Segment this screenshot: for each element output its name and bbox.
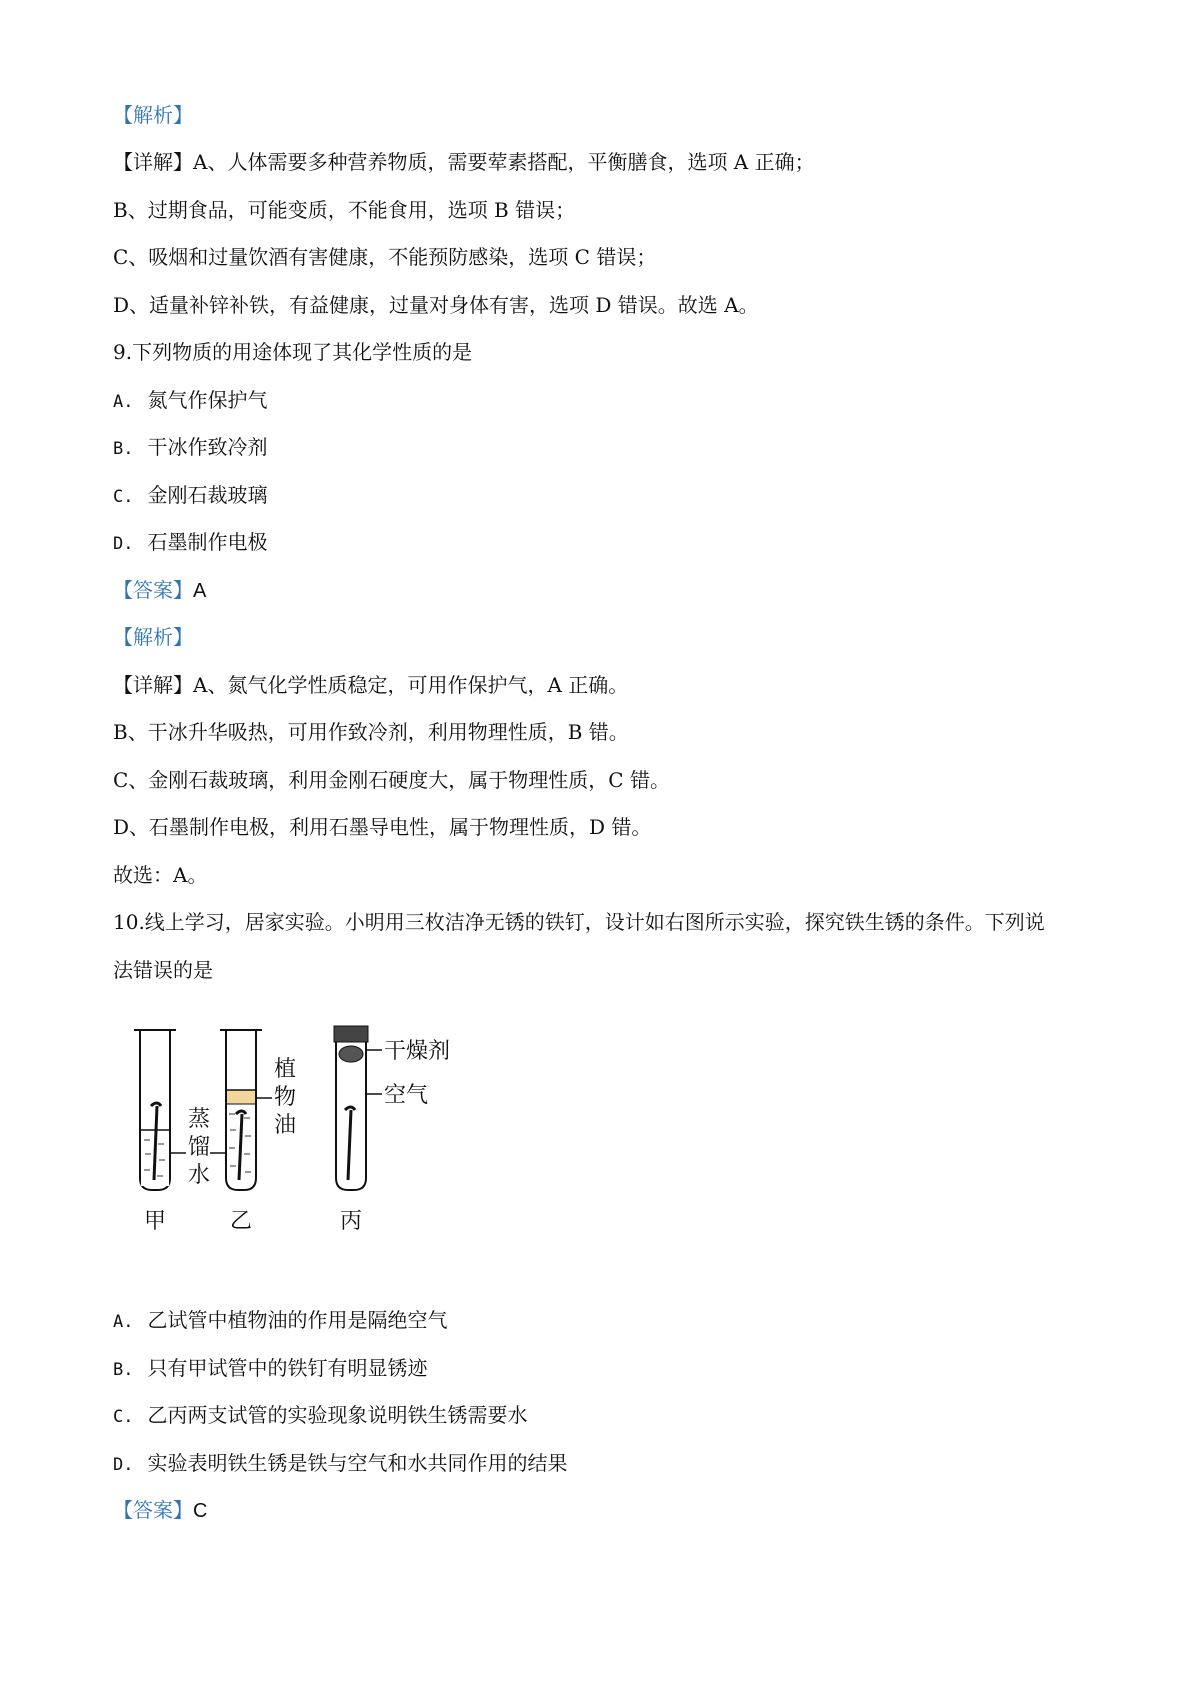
oil-label-1: 植	[274, 1057, 297, 1082]
q10-option-a	[113, 1306, 447, 1336]
option-letter: C.	[113, 487, 134, 507]
detail-line: C、吸烟和过量饮酒有害健康，不能预防感染，选项 C 错误；	[113, 245, 657, 269]
q9-option-a	[113, 386, 267, 416]
question-10-cont: 法错误的是	[113, 958, 213, 982]
air-label: 空气	[384, 1083, 429, 1108]
q9-option-b	[113, 433, 267, 463]
tube-label-jia: 甲	[144, 1209, 167, 1234]
answer-label: 【答案】	[113, 1498, 193, 1522]
option-text: 金刚石裁玻璃	[147, 483, 268, 507]
option-text: 石墨制作电极	[147, 530, 268, 554]
oil-label-2: 物	[274, 1085, 297, 1110]
option-text: 乙试管中植物油的作用是隔绝空气	[147, 1308, 448, 1332]
oil-label-3: 油	[274, 1113, 297, 1138]
q10-option-c	[113, 1401, 527, 1431]
question-10: 10.线上学习，居家实验。小明用三枚洁净无锈的铁钉，设计如右图所示实验，探究铁生锈的条件。下列说	[113, 910, 1045, 934]
q9-option-c	[113, 481, 267, 511]
water-label-2: 馏	[188, 1135, 211, 1160]
q9-option-d	[113, 528, 267, 558]
option-text: 只有甲试管中的铁钉有明显锈迹	[147, 1356, 428, 1380]
water-label-1: 蒸	[188, 1107, 211, 1132]
detail-line: D、石墨制作电极，利用石墨导电性，属于物理性质，D 错。	[113, 815, 652, 839]
option-text: 氮气作保护气	[147, 388, 268, 412]
q10-option-b	[113, 1354, 427, 1384]
detail-line: 【详解】A、氮气化学性质稳定，可用作保护气，A 正确。	[113, 673, 629, 697]
analysis-heading: 【解析】	[113, 103, 193, 127]
tube-jia	[134, 1030, 176, 1190]
test-tube-figure	[130, 1018, 510, 1238]
analysis-heading: 【解析】	[113, 625, 193, 649]
tube-yi	[220, 1030, 262, 1190]
tube-label-bing: 丙	[340, 1209, 363, 1234]
q10-answer	[113, 1496, 207, 1525]
option-letter: C.	[113, 1407, 134, 1427]
option-text: 干冰作致冷剂	[147, 435, 268, 459]
detail-line: 故选：A。	[113, 863, 208, 887]
answer-value: C	[193, 1500, 208, 1522]
option-letter: B.	[113, 1360, 134, 1380]
detail-line: 【详解】A、人体需要多种营养物质，需要荤素搭配，平衡膳食，选项 A 正确；	[113, 150, 815, 174]
detail-line: C、金刚石裁玻璃，利用金刚石硬度大，属于物理性质，C 错。	[113, 768, 670, 792]
option-letter: A.	[113, 392, 134, 412]
option-text: 乙丙两支试管的实验现象说明铁生锈需要水	[147, 1403, 528, 1427]
desiccant-label: 干燥剂	[384, 1039, 451, 1064]
q10-option-d	[113, 1449, 567, 1479]
answer-label: 【答案】	[113, 578, 193, 602]
q9-answer	[113, 576, 206, 605]
detail-line: D、适量补锌补铁，有益健康，过量对身体有害，选项 D 错误。故选 A。	[113, 293, 759, 317]
detail-line: B、过期食品，可能变质，不能食用，选项 B 错误；	[113, 198, 576, 222]
option-letter: A.	[113, 1312, 134, 1332]
option-letter: B.	[113, 439, 134, 459]
water-label-3: 水	[188, 1163, 211, 1188]
option-letter: D.	[113, 1455, 134, 1475]
detail-line: B、干冰升华吸热，可用作致冷剂，利用物理性质，B 错。	[113, 720, 629, 744]
question-9: 9.下列物质的用途体现了其化学性质的是	[113, 340, 473, 364]
tube-label-yi: 乙	[230, 1209, 253, 1234]
answer-value: A	[193, 580, 207, 602]
option-text: 实验表明铁生锈是铁与空气和水共同作用的结果	[147, 1451, 568, 1475]
tube-bing	[334, 1026, 368, 1190]
option-letter: D.	[113, 534, 134, 554]
